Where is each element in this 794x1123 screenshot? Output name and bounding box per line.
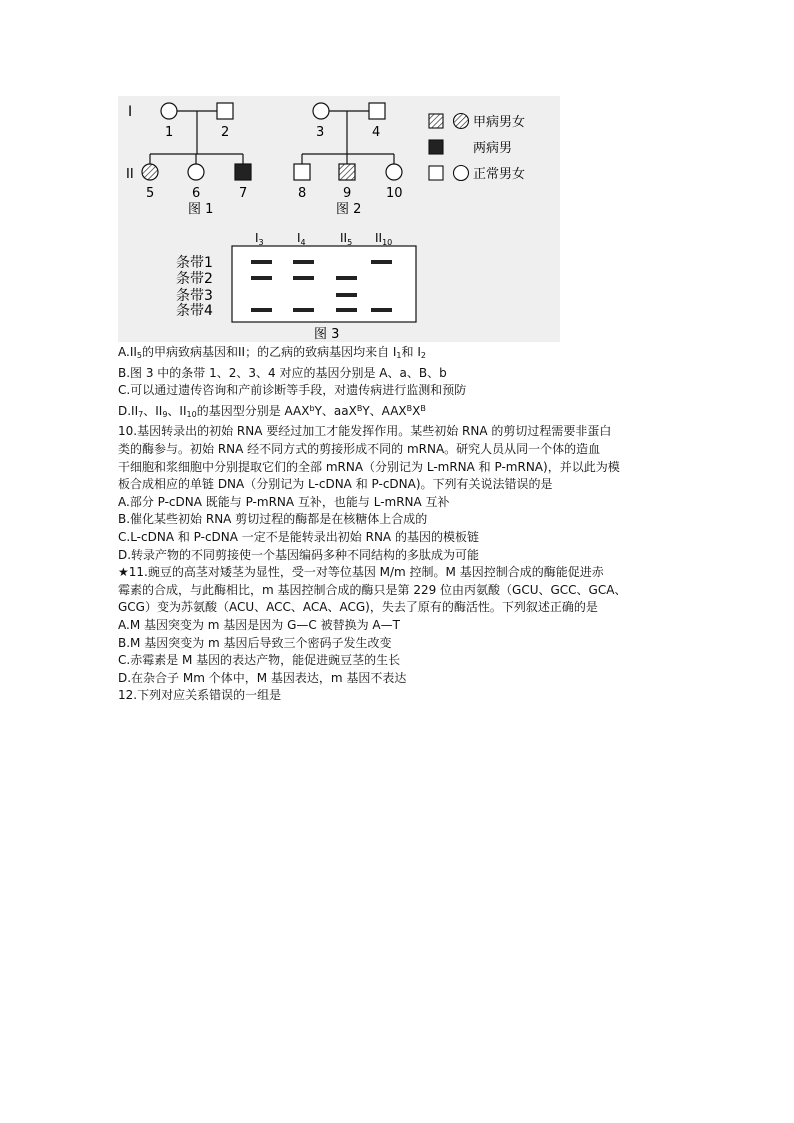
individual-1 [161,103,177,119]
individual-6 [188,164,204,180]
lane-label: $I_3$ [255,231,264,247]
question-10-option-a: A.部分 P-cDNA 既能与 P-mRNA 互补，也能与 L-mRNA 互补 [118,494,450,509]
gen1-label: I [128,104,133,120]
question-11-option-b: B.M 基因突变为 m 基因后导致三个密码子发生改变 [118,635,392,650]
individual-2 [217,103,233,119]
question-11-option-d: D.在杂合子 Mm 个体中，M 基因表达，m 基因不表达 [118,670,407,685]
legend-a-label: 甲病男女 [473,115,526,130]
individual-4 [369,103,385,119]
question-10-stem-2: 类的酶参与。初始 RNA 经不同方式的剪接形成不同的 mRNA。研究人员从同一个体的造血 [118,441,601,456]
gel-band [251,276,272,280]
option-b: B.图 3 中的条带 1、2、3、4 对应的基因分别是 A、a、B、b [118,365,447,380]
question-text [118,344,678,705]
question-10-stem-3: 干细胞和浆细胞中分别提取它们的全部 mRNA（分别记为 L-mRNA 和 P-mRNA)，并以此为模 [118,459,620,474]
gel-band [293,260,314,264]
label-9: 9 [343,186,352,201]
pedigree-figure-2 [294,103,403,217]
legend [429,114,525,183]
individual-8 [294,164,310,180]
question-10-option-d: D.转录产物的不同剪接使一个基因编码多种不同结构的多肽成为可能 [118,547,480,562]
label-7: 7 [239,186,248,201]
individual-5 [142,164,158,180]
band-label: 条带1 [176,255,213,271]
label-6: 6 [192,186,201,201]
individual-10 [386,164,402,180]
legend-c-label: 正常男女 [473,167,526,182]
label-5: 5 [146,186,155,201]
lane-label: $II_5$ [340,231,353,247]
question-10-stem-1: 10.基因转录出的初始 RNA 要经过加工才能发挥作用。某些初始 RNA 的剪切过程需要非蛋白 [118,424,612,439]
label-8: 8 [298,186,307,201]
lane-label: $I_4$ [297,231,306,247]
question-10-option-b: B.催化某些初始 RNA 剪切过程的酶都是在核糖体上合成的 [118,512,428,527]
option-d: $D.II_7$、$II_9$、$II_{10}$的基因型分别是 AAX$^b$Y、aaX$^B$Y、$AAX^BX^B$ [118,403,426,419]
label-4: 4 [372,125,381,140]
question-12-stem: 12.下列对应关系错误的一组是 [118,688,282,703]
lane-label: $II_{10}$ [375,231,393,247]
gel-band [336,308,357,312]
label-10: 10 [386,186,403,201]
normal-male-icon [429,166,443,180]
question-11-option-a: A.M 基因突变为 m 基因是因为 G—C 被替换为 A—T [118,617,400,632]
affected-female-a-icon [454,114,469,129]
gel-band [336,276,357,280]
question-11-stem-3: GCG）变为苏氨酸（ACU、ACC、ACA、ACG)，失去了原有的酶活性。下列叙述正确的是 [118,600,598,615]
figure-2-caption: 图 2 [336,202,362,217]
both-diseases-male-icon [429,140,443,154]
question-11-stem-1: ★11.豌豆的高茎对矮茎为显性，受一对等位基因 M/m 控制。M 基因控制合成的酶能促进赤 [118,565,604,580]
electrophoresis-gel [176,231,416,342]
genetics-figure [118,96,560,342]
question-11-stem-2: 霉素的合成，与此酶相比，m 基因控制合成的酶只是第 229 位由丙氨酸（GCU、GCC、GCA、 [118,582,627,597]
individual-3 [313,103,329,119]
band-label: 条带3 [176,288,213,304]
question-11-option-c: C.赤霉素是 M 基因的表达产物，能促进豌豆茎的生长 [118,653,401,668]
option-a: $A.II_5$的甲病致病基因和II；的乙病的致病基因均来自 $I_1$和 $I_2$ [118,345,426,360]
affected-male-a-icon [429,114,443,128]
gel-band [371,308,392,312]
question-10-stem-4: 板合成相应的单链 DNA（分别记为 L-cDNA 和 P-cDNA)。下列有关说法错误的是 [118,477,553,492]
figure-1-caption: 图 1 [188,202,214,217]
option-c: C.可以通过遗传咨询和产前诊断等手段，对遗传病进行监测和预防 [118,383,467,398]
gel-band [251,308,272,312]
individual-7 [235,164,251,180]
question-10-option-c: C.L-cDNA 和 P-cDNA 一定不是能转录出初始 RNA 的基因的模板链 [118,529,479,544]
gel-band [293,308,314,312]
label-2: 2 [221,125,230,140]
gel-band [371,260,392,264]
pedigree-figure-1 [142,103,251,217]
gel-band [336,293,357,297]
band-label: 条带2 [176,271,213,287]
band-label: 条带4 [176,303,213,319]
legend-b-label: 两病男 [473,141,513,156]
gen2-label: II [126,167,134,182]
gel-band [251,260,272,264]
normal-female-icon [454,166,469,181]
label-3: 3 [316,125,325,140]
gel-band [293,276,314,280]
label-1: 1 [165,125,174,140]
individual-9 [339,164,355,180]
figure-3-caption: 图 3 [314,327,340,342]
